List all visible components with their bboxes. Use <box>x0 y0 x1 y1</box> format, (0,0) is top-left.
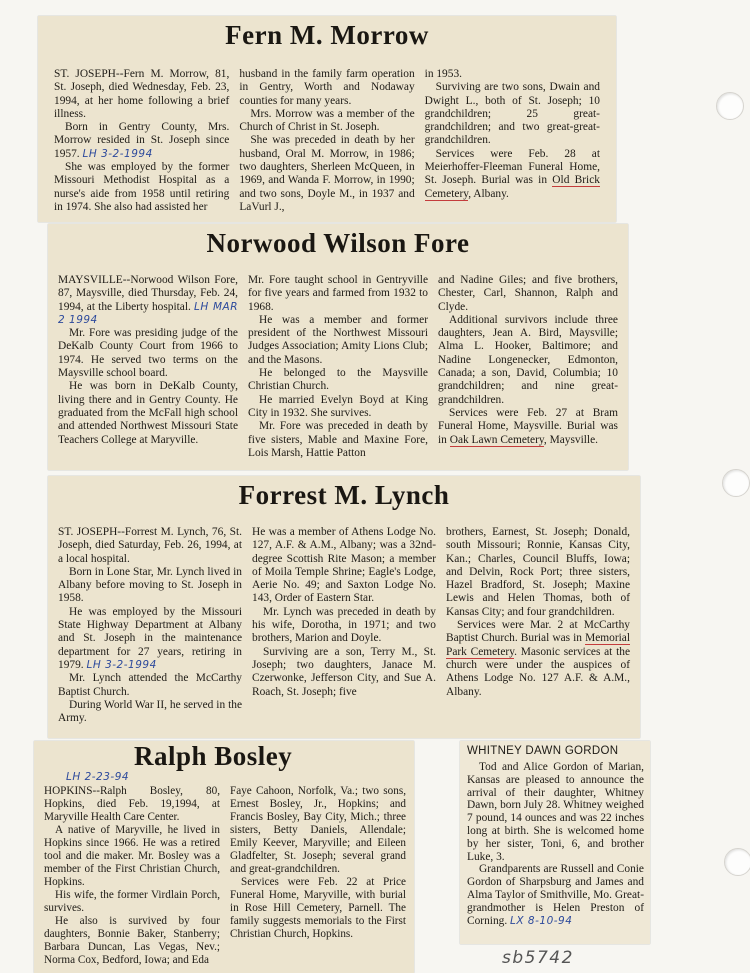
handwritten-note: LH 3-2-1994 <box>82 147 153 160</box>
paragraph: He also is survived by four daughters, Bonnie Baker, Stanberry; Barbara Duncan, Las Vegas, Nev.; Norma Cox, Bedford, Iowa; and Eda <box>44 915 220 966</box>
paragraph: brothers, Earnest, St. Joseph; Donald, south Missouri; Ronnie, Kansas City, Kan.; Charles, Council Bluffs, Iowa; and Delvin, Rock Port; three sisters, Hazel Bradford, St. Joseph; Maxine Lewis and Helen Thomas, both of Kansas City; and four grandchildren. <box>446 526 630 618</box>
column <box>446 526 630 725</box>
column <box>44 785 220 967</box>
paragraph <box>467 863 644 927</box>
paragraph: Mr. Fore taught school in Gentryville for five years and farmed from 1932 to 1968. <box>248 274 428 313</box>
obituary-title: Fern M. Morrow <box>225 20 429 50</box>
underlined-cemetery: Memorial Park Cemetery <box>446 632 630 658</box>
paragraph: HOPKINS--Ralph Bosley, 80, Hopkins, died Feb. 19,1994, at Maryville Health Care Center. <box>44 785 220 823</box>
handwritten-note: LH 2-23-94 <box>66 771 130 783</box>
paragraph: He married Evelyn Boyd at King City in 1932. She survives. <box>248 393 428 419</box>
paragraph: She was preceded in death by her husband, Oral M. Morrow, in 1986; two daughters, Sherleen McQueen, in 1969, and Wanda F. Morrow, in 1990; and two sons, Doyle M., in 1937 and LaVurl J., <box>239 134 415 213</box>
paragraph: He was born in DeKalb County, living there and in Gentry County. He graduated from the McFall high school and attended Northwest Missouri State Teachers College at Maryville. <box>58 380 238 446</box>
paragraph: and Nadine Giles; and five brothers, Chester, Carl, Shannon, Ralph and Clyde. <box>438 274 618 313</box>
paragraph-text: Services were Mar. 2 at McCarthy Baptist Church. Burial was in <box>446 619 630 645</box>
column <box>58 274 238 460</box>
paragraph-text: , Albany. <box>468 187 509 200</box>
paragraph: Surviving are two sons, Dwain and Dwight L., both of St. Joseph; 10 grandchildren; 25 great-grandchildren; and two great-great-grandchildren. <box>424 81 600 147</box>
birth-announcement-whitney-gordon <box>460 741 650 944</box>
binder-hole <box>724 848 750 876</box>
paragraph: Faye Cahoon, Norfolk, Va.; two sons, Ernest Bosley, Jr., Hopkins; and Francis Bosley, Bay City, Mich.; three sisters, Betty Daniels, Allendale; Emily Keever, Maryville; and Eileen Gladfelter, St. Joseph; several grand and great-grandchildren. <box>230 785 406 875</box>
column <box>230 785 406 967</box>
paragraph: She was employed by the former Missouri Methodist Hospital as a nurse's aide from 1958 until retiring in 1974. She also had assisted her <box>54 161 230 213</box>
column <box>54 68 229 214</box>
paragraph <box>438 407 618 447</box>
paragraph-text: Born in Gentry County, Mrs. Morrow resided in St. Joseph since 1957. <box>54 121 230 160</box>
paragraph: Born in Lone Star, Mr. Lynch lived in Albany before moving to St. Joseph in 1958. <box>58 565 242 605</box>
handwritten-note: LH MAR 2 1994 <box>58 300 238 326</box>
announcement-body <box>467 761 644 927</box>
obituary-fern-morrow <box>38 16 616 222</box>
paragraph: He belonged to the Maysville Christian Church. <box>248 367 428 393</box>
obituary-title: Ralph Bosley <box>134 741 293 771</box>
paragraph: Mrs. Morrow was a member of the Church of Christ in St. Joseph. <box>239 107 415 134</box>
paragraph-text: Services were Feb. 27 at Bram Funeral Home, Maysville. Burial was in <box>438 406 618 446</box>
column <box>58 526 242 725</box>
paragraph: He was a member of Athens Lodge No. 127, A.F. & A.M., Albany; was a 32nd-degree Scottish Rite Mason; a member of Moila Temple Shrine; Eagle's Lodge, Aerie No. 49; and Saxton Lodge No. 143, Order of Eastern Star. <box>252 526 436 605</box>
paragraph: A native of Maryville, he lived in Hopkins since 1966. He was a retired tool and die maker. Mr. Bosley was a member of the First Christian Church, Hopkins. <box>44 824 220 888</box>
obituary-title: Norwood Wilson Fore <box>206 228 470 258</box>
paragraph-text: . Masonic services at the church were under the auspices of Athens Lodge No. 127 A.F. & A.M., Albany. <box>446 645 630 698</box>
column <box>438 274 618 460</box>
paragraph <box>58 274 238 327</box>
column <box>248 274 428 460</box>
paragraph: Mr. Lynch attended the McCarthy Baptist Church. <box>58 672 242 698</box>
paragraph: During World War II, he served in the Army. <box>58 698 242 725</box>
paragraph-text: Grandparents are Russell and Conie Gordon of Sharpsburg and James and Alma Taylor of Smithville, Mo. Great-grandmother is Helen Preston of Corning. <box>467 863 644 927</box>
underlined-cemetery: Old Brick Cemetery <box>424 174 600 200</box>
binder-hole <box>716 92 744 120</box>
paragraph: Mr. Lynch was preceded in death by his wife, Dorotha, in 1971; and two brothers, Marion and Doyle. <box>252 605 436 645</box>
paragraph: Mr. Fore was preceded in death by five sisters, Mable and Maxine Fore, Lois Marsh, Hattie Patton <box>248 420 428 459</box>
paragraph-text: MAYSVILLE--Norwood Wilson Fore, 87, Maysville, died Thursday, Feb. 24, 1994, at the Liberty hospital. <box>58 274 238 313</box>
paragraph <box>446 619 630 699</box>
obituary-ralph-bosley <box>34 741 414 973</box>
paragraph-text: Services were Feb. 28 at Meierhoffer-Fleeman Funeral Home, St. Joseph. Burial was in <box>424 147 600 187</box>
underlined-cemetery: Oak Lawn Cemetery <box>449 433 544 446</box>
handwritten-note: LH 3-2-1994 <box>86 658 157 671</box>
paragraph: His wife, the former Virdlain Porch, survives. <box>44 889 220 914</box>
obituary-norwood-fore <box>48 224 628 470</box>
paragraph: ST. JOSEPH--Forrest M. Lynch, 76, St. Joseph, died Saturday, Feb. 26, 1994, at a local hospital. <box>58 526 242 565</box>
paragraph: ST. JOSEPH--Fern M. Morrow, 81, St. Joseph, died Wednesday, Feb. 23, 1994, at her home following a brief illness. <box>54 68 230 120</box>
announcement-title: WHITNEY DAWN GORDON <box>467 745 619 757</box>
paragraph: Services were Feb. 22 at Price Funeral Home, Maryville, with burial in Rose Hill Cemetery, Parnell. The family suggests memorials to the First Christian Church, Hopkins. <box>230 876 406 940</box>
paragraph: Mr. Fore was presiding judge of the DeKalb County Court from 1966 to 1974. He served two terms on the Maysville school board. <box>58 327 238 380</box>
binder-hole <box>722 469 750 497</box>
column <box>425 68 600 214</box>
column <box>239 68 414 214</box>
obituary-columns <box>44 785 406 967</box>
paragraph: Tod and Alice Gordon of Marian, Kansas are pleased to announce the arrival of their daughter, Whitney Dawn, born July 28. Whitney weighed 7 pound, 14 ounces and was 22 inches long at birth. She is welcomed home by her sister, Toni, 6, and brother Luke, 3. <box>467 761 644 863</box>
paragraph: Additional survivors include three daughters, Jean A. Bird, Maysville; Alma L. Hooker, Baltimore; and Nadine Longenecker, Edmonton, Canada; a son, David, Columbia; 10 grandchildren; and nine great-grandchildren. <box>438 313 618 406</box>
paragraph: Surviving are a son, Terry M., St. Joseph; two daughters, Janace M. Czerwonke, Jefferson City, and Sue A. Roach, St. Joseph; five <box>252 645 436 698</box>
paragraph: husband in the family farm operation in Gentry, Worth and Nodaway counties for many years. <box>239 68 415 107</box>
paragraph <box>425 148 600 201</box>
paragraph-text: He was employed by the Missouri State Highway Department at Albany and St. Joseph in the maintenance department for 27 years, retiring in 1979. <box>58 605 242 671</box>
paragraph <box>58 606 242 672</box>
handwritten-note: LX 8-10-94 <box>510 914 573 927</box>
paragraph: He was a member and former president of the Northwest Missouri Judges Association; Amity Lions Club; and the Masons. <box>248 313 428 366</box>
obituary-columns <box>58 526 630 725</box>
obituary-forrest-lynch <box>48 476 640 738</box>
paragraph: in 1953. <box>424 68 462 80</box>
paragraph <box>54 121 229 161</box>
obituary-title: Forrest M. Lynch <box>238 480 450 510</box>
obituary-columns <box>54 68 600 214</box>
obituary-columns <box>58 274 618 460</box>
catalog-number: sb5742 <box>502 948 574 968</box>
paragraph-text: , Maysville. <box>543 433 598 446</box>
column <box>252 526 436 725</box>
